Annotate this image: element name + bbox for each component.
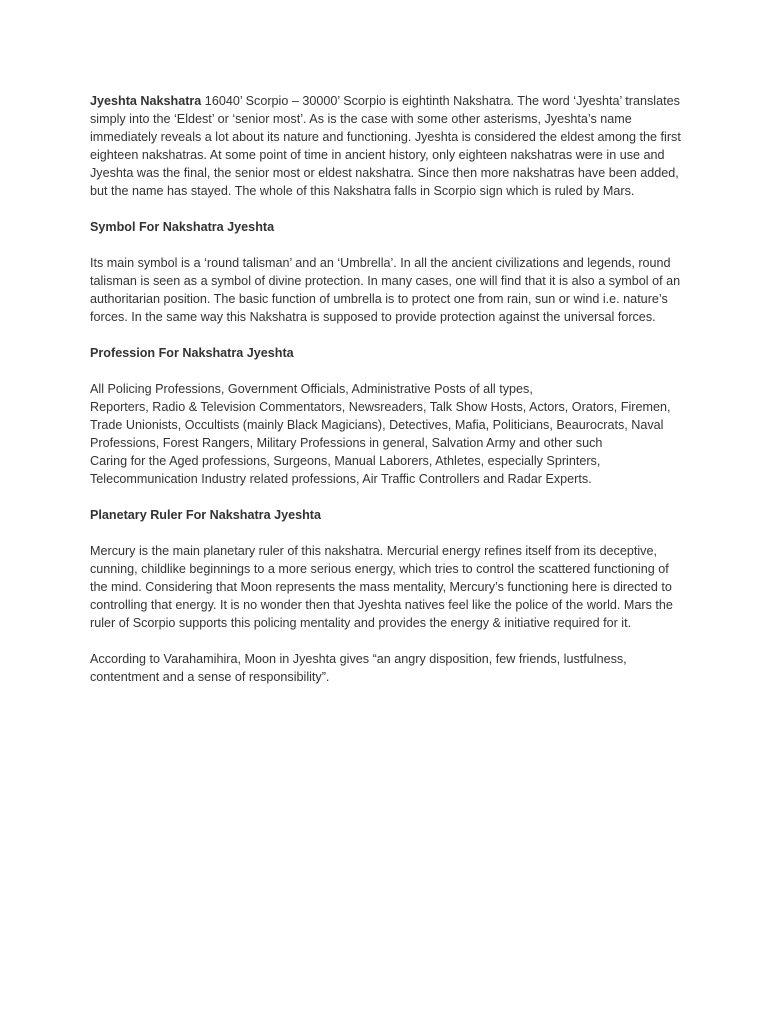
- profession-line: All Policing Professions, Government Officials, Administrative Posts of all types,: [90, 382, 533, 396]
- profession-line: Reporters, Radio & Television Commentators, Newsreaders, Talk Show Hosts, Actors, Orators, Firemen, Trade Unionists, Occultists (mainly Black Magicians), Detectives, Mafia, Politicians, Beaurocrats, Naval Professions, Forest Rangers, Military Professions in general, Salvation Army and other such: [90, 400, 671, 450]
- profession-heading: Profession For Nakshatra Jyeshta: [90, 346, 294, 360]
- ruler-paragraph: Mercury is the main planetary ruler of this nakshatra. Mercurial energy refines itself from its deceptive, cunning, childlike beginnings to a more serious energy, which tries to control the scattered functioning of the mind. Considering that Moon represents the mass mentality, Mercury’s functioning here is directed to controlling that energy. It is no wonder then that Jyeshta natives feel like the police of the world. Mars the ruler of Scorpio supports this policing mentality and provides the energy & initiative required for it.: [90, 544, 673, 630]
- symbol-heading: Symbol For Nakshatra Jyeshta: [90, 220, 275, 234]
- varahamihira-quote: According to Varahamihira, Moon in Jyeshta gives “an angry disposition, few friends, lustfulness, contentment and a sense of responsibility”.: [90, 652, 627, 684]
- profession-list: [90, 380, 682, 488]
- ruler-heading: Planetary Ruler For Nakshatra Jyeshta: [90, 508, 321, 522]
- intro-paragraph: [90, 92, 682, 200]
- symbol-paragraph: Its main symbol is a ‘round talisman’ and an ‘Umbrella’. In all the ancient civilizations and legends, round talisman is seen as a symbol of divine protection. In many cases, one will find that it is also a symbol of an authoritarian position. The basic function of umbrella is to protect one from rain, sun or wind i.e. nature’s forces. In the same way this Nakshatra is supposed to provide protection against the universal forces.: [90, 256, 681, 324]
- intro-text: 16040’ Scorpio – 30000’ Scorpio is eightinth Nakshatra. The word ‘Jyeshta’ translates simply into the ‘Eldest’ or ‘senior most’. As is the case with some other asterisms, Jyeshta’s name immediately reveals a lot about its nature and functioning. Jyeshta is considered the eldest among the first eighteen nakshatras. At some point of time in ancient history, only eighteen nakshatras were in use and Jyeshta was the final, the senior most or eldest nakshatra. Since then more nakshatras have been added, but the name has stayed. The whole of this Nakshatra falls in Scorpio sign which is ruled by Mars.: [90, 94, 681, 198]
- profession-line: Caring for the Aged professions, Surgeons, Manual Laborers, Athletes, especially Sprinters, Telecommunication Industry related professions, Air Traffic Controllers and Radar Experts.: [90, 454, 601, 486]
- intro-title: Jyeshta Nakshatra: [90, 94, 202, 108]
- document-page: [90, 92, 682, 704]
